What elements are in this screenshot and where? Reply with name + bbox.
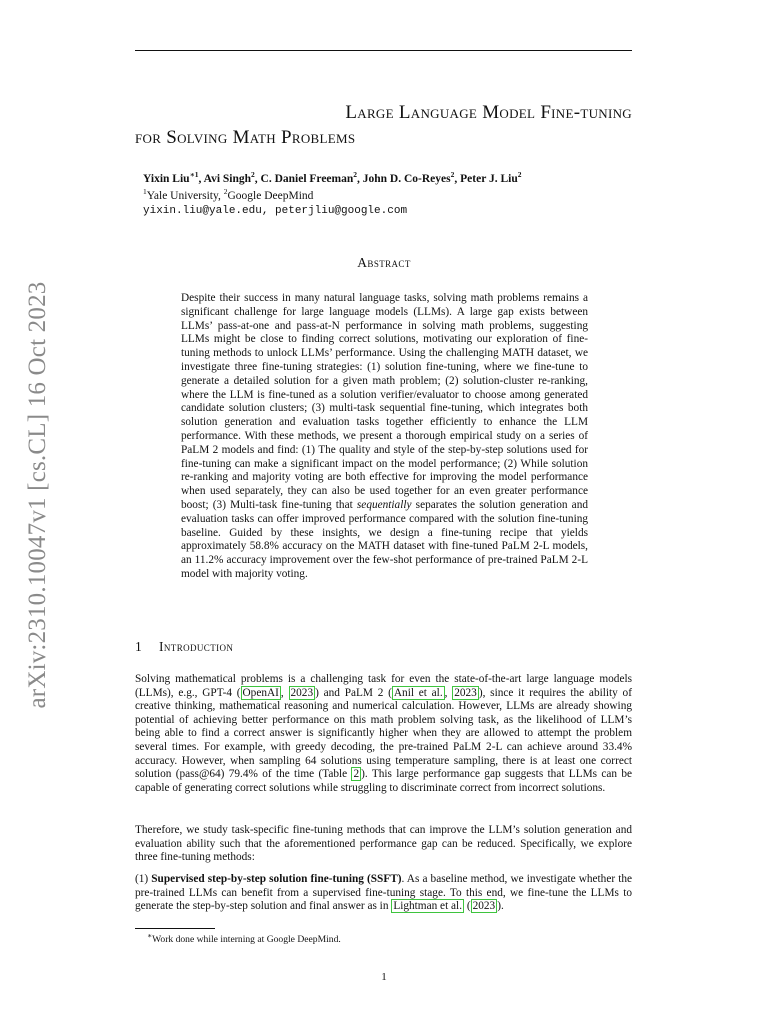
abstract-text	[181, 292, 588, 582]
footnote-mark: ∗	[147, 930, 153, 940]
text-run: ), since it requires the ability of creative thinking, mathematical reasoning and numerical calculation. However, LLMs are already showing potential of achieving better performance on this math problem solving task, as the likelihood of LLM’s being able to find a correct answer is significantly higher when they are allowed to attempt the problem several times. For example, with greedy decoding, the pre-trained PaLM 2-L can achieve around 33.4% accuracy. However, when sampling 64 solutions using temperature sampling, there is at least one correct solution (pass@64) 79.4% of the time (Table	[135, 686, 632, 781]
author-name: Yixin Liu	[143, 173, 190, 185]
text-run: ,	[280, 686, 289, 699]
author-mark: 2	[450, 170, 455, 180]
author-name: Avi Singh	[203, 173, 252, 185]
text-run: . As a baseline method, we investigate whether the pre-trained LLMs can benefit from a supervised fine-tuning stage. To this end, we fine-tune the LLMs to generate the step-by-step solution and final answer as in	[135, 873, 632, 913]
section-title: Introduction	[159, 639, 234, 654]
author-name: C. Daniel Freeman	[260, 173, 354, 185]
citation-link[interactable]: Lightman et al.	[393, 900, 463, 913]
text-run: ).	[497, 900, 504, 913]
author-mark: 2	[251, 170, 255, 180]
intro-paragraph-1	[135, 673, 632, 795]
author-name: John D. Co-Reyes	[362, 173, 451, 185]
affiliation-mark: 2	[223, 187, 228, 197]
author-mark: ∗1	[189, 170, 199, 180]
text-run: ). This large performance gap suggests that LLMs can be capable of generating correct solutions while struggling to discriminate correct from incorrect solutions.	[135, 768, 633, 794]
author-list: Yixin Liu$^{∗1}$, Avi Singh$^2$, C. Daniel Freeman$^2$, John D. Co-Reyes$^2$, Peter J. Liu$^2$	[143, 170, 522, 185]
footnote	[147, 930, 341, 945]
citation-link[interactable]: Anil et al.	[393, 686, 443, 699]
citation-link[interactable]: OpenAI	[242, 686, 279, 699]
top-rule	[135, 50, 632, 51]
footnote-text: Work done while interning at Google DeepMind.	[152, 934, 341, 945]
author-mark: 2	[517, 170, 522, 180]
citation-year-link[interactable]: 2023	[454, 686, 477, 699]
intro-paragraph-3	[135, 873, 632, 914]
abstract-part: separates the solution generation and evaluation tasks can offer improved performance compared with the solution fine-tuning baseline. Guided by these insights, we design a fine-tuning recipe that yields approximately 58.8% accuracy on the MATH dataset with fine-tuned PaLM 2-L models, an 11.2% accuracy improvement over the few-shot performance of pre-trained PaLM 2-L model with majority voting.	[181, 498, 588, 580]
arxiv-stamp: arXiv:2310.10047v1 [cs.CL] 16 Oct 2023	[24, 281, 51, 709]
title-line-1: Large Language Model Fine-tuning	[345, 102, 632, 123]
page-number: 1	[381, 971, 387, 983]
title-line-2: for Solving Math Problems	[135, 127, 356, 148]
citation-year-link[interactable]: 2023	[472, 900, 496, 913]
abstract-heading: Abstract	[357, 255, 411, 270]
affiliations: $^1$Yale University, $^2$Google DeepMind	[143, 187, 314, 202]
text-run: Solving mathematical problems is a challenging task for even the state-of-the-art large language models (LLMs), e.g., GPT-4 (	[135, 673, 632, 699]
text-run: (	[464, 900, 471, 913]
author-emails: yixin.liu@yale.edu, peterjliu@google.com	[143, 205, 408, 217]
author-mark: 2	[353, 170, 358, 180]
section-heading	[135, 639, 233, 655]
abstract-part: Despite their success in many natural language tasks, solving math problems remains a significant challenge for large language models (LLMs). A large gap exists between LLMs’ pass-at-one and pass-at-N performance in solving math problems, suggesting LLMs might be close to finding correct solutions, motivating our exploration of fine-tuning methods to unlock LLMs’ performance. Using the challenging MATH dataset, we investigate three fine-tuning strategies: (1) solution fine-tuning, where we fine-tune to generate a detailed solution for a given math problem; (2) solution-cluster re-ranking, where the LLM is fine-tuned as a solution verifier/evaluator to choose among generated candidate solution clusters; (3) multi-task sequential fine-tuning, which integrates both solution generation and evaluation tasks together efficiently to enhance the LLM performance. With these methods, we present a thorough empirical study on a series of PaLM 2 models and find: (1) The quality and style of the step-by-step solutions used for fine-tuning can make a significant impact on the model performance; (2) While solution re-ranking and majority voting are both effective for improving the model performance when used separately, they can also be used together for an even greater performance boost; (3) Multi-task fine-tuning that	[181, 292, 588, 511]
table-reference-link[interactable]: 2	[353, 768, 360, 781]
footnote-rule	[135, 928, 215, 929]
intro-paragraph-2: Therefore, we study task-specific fine-tuning methods that can improve the LLM’s solution generation and evaluation ability such that the aforementioned performance gap can be reduced. Specifically, we explore three fine-tuning methods:	[135, 824, 632, 864]
text-run: ) and PaLM 2 (	[315, 686, 392, 699]
abstract-emphasis: sequentially	[356, 498, 412, 511]
section-number: 1	[135, 639, 143, 654]
affiliation-mark: 1	[143, 187, 147, 197]
text-run: ,	[444, 686, 453, 699]
text-run: (1)	[135, 873, 152, 885]
paper-title	[135, 100, 632, 150]
method-name: Supervised step-by-step solution fine-tuning (SSFT)	[151, 873, 402, 885]
affiliation-name: Google DeepMind	[227, 190, 314, 202]
citation-year-link[interactable]: 2023	[290, 686, 314, 699]
author-name: Peter J. Liu	[460, 173, 518, 185]
affiliation-name: Yale University	[146, 190, 218, 202]
